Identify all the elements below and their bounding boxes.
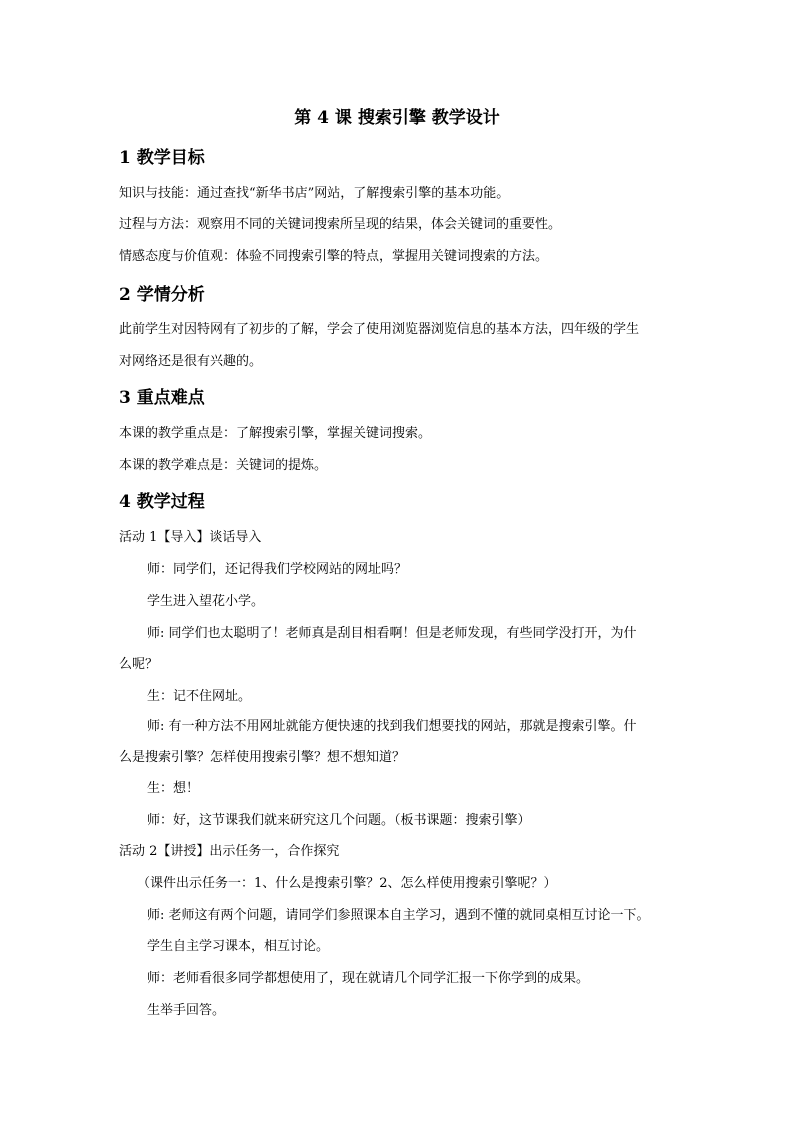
dialogue-line: 生：想！ [147,781,200,796]
paragraph-line: 过程与方法：观察用不同的关键词搜索所呈现的结果，体会关键词的重要性。 [119,217,562,232]
dialogue-line: 么是搜索引擎？怎样使用搜索引擎？想不想知道？ [119,750,406,765]
activity-heading: 活动 2【讲授】出示任务一，合作探究 [119,844,340,859]
paragraph-line: 知识与技能：通过查找“新华书店”网站，了解搜索引擎的基本功能。 [119,186,510,201]
dialogue-line: 生举手回答。 [147,1003,226,1018]
dialogue-line: 学生自主学习课本，相互讨论。 [147,939,330,954]
dialogue-line: 师：老师看很多同学都想使用了，现在就请几个同学汇报一下你学到的成果。 [147,971,590,986]
dialogue-line: 师：好，这节课我们就来研究这几个问题。（板书课题：搜索引擎） [147,813,531,828]
paragraph-line: 对网络还是很有兴趣的。 [119,354,263,369]
dialogue-line: 师: 同学们也太聪明了！老师真是刮目相看啊！但是老师发现，有些同学没打开，为什 [147,626,637,641]
paragraph-line: 此前学生对因特网有了初步的了解，学会了使用浏览器浏览信息的基本方法，四年级的学生 [119,322,640,337]
section-heading-learner-analysis: 2 学情分析 [119,285,205,305]
dialogue-line: 师: 有一种方法不用网址就能方便快速的找到我们想要找的网站，那就是搜索引擎。什 [147,719,637,734]
dialogue-line: 生：记不住网址。 [147,689,252,704]
section-heading-key-points: 3 重点难点 [119,388,205,408]
section-heading-teaching-process: 4 教学过程 [119,492,205,512]
paragraph-line: 情感态度与价值观：体验不同搜索引擎的特点，掌握用关键词搜索的方法。 [119,249,549,264]
dialogue-line: 么呢？ [119,657,159,672]
paragraph-line: 本课的教学难点是：关键词的提炼。 [119,458,328,473]
dialogue-line: 师: 老师这有两个问题，请同学们参照课本自主学习，遇到不懂的就同桌相互讨论一下。 [147,908,650,923]
document-title: 第 4 课 搜索引擎 教学设计 [294,108,500,128]
dialogue-line: 学生进入望花小学。 [147,594,265,609]
section-heading-objectives: 1 教学目标 [119,148,205,168]
dialogue-line: （课件出示任务一：1、什么是搜索引擎？2、怎么样使用搜索引擎呢？） [137,876,557,891]
activity-heading: 活动 1【导入】谈话导入 [119,530,262,545]
dialogue-line: 师：同学们，还记得我们学校网站的网址吗？ [147,562,408,577]
paragraph-line: 本课的教学重点是：了解搜索引擎，掌握关键词搜索。 [119,426,432,441]
